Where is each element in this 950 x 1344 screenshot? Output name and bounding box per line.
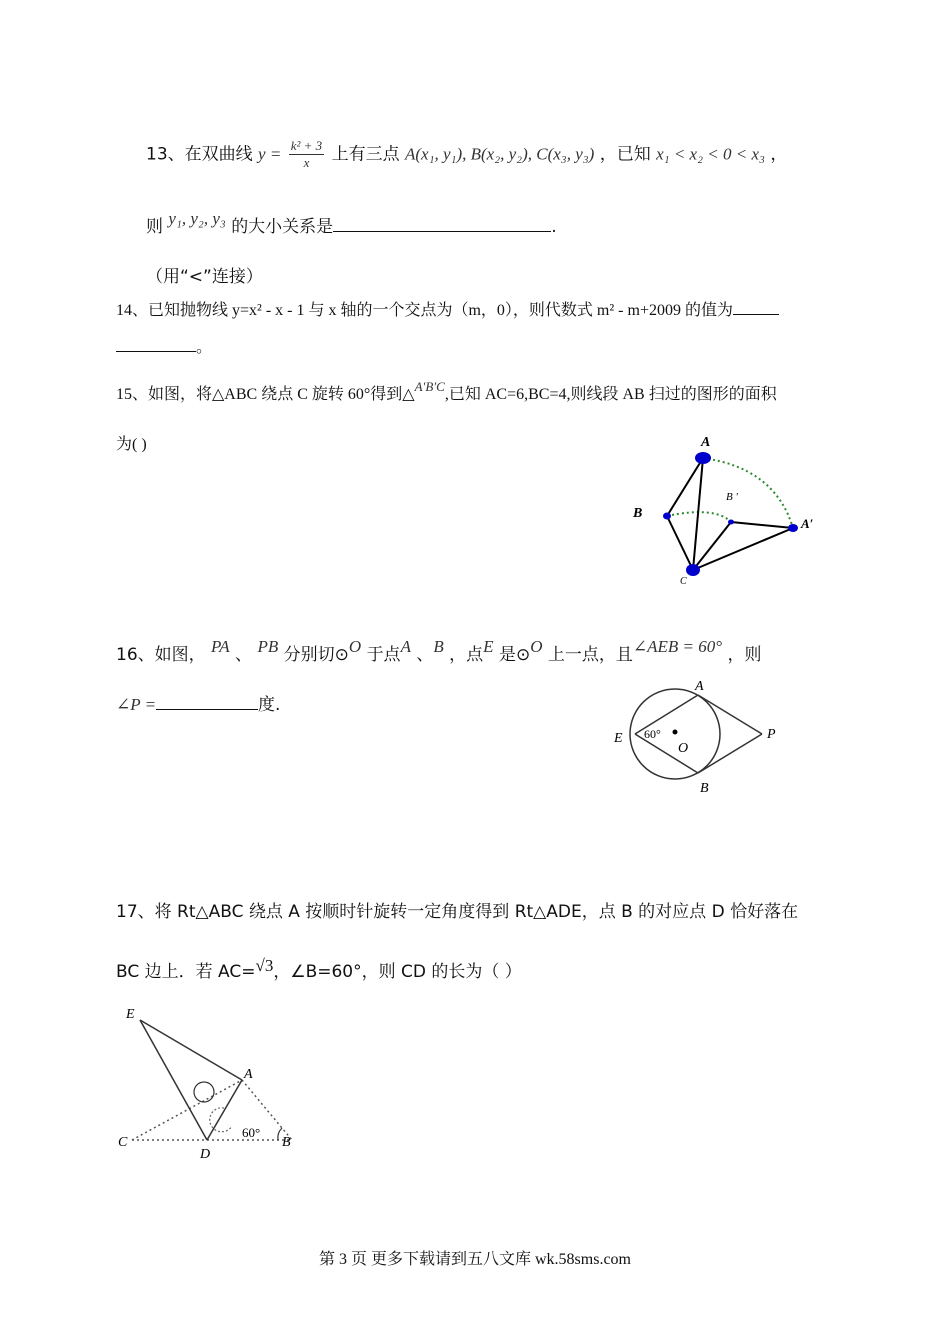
q13-frac-den: x <box>303 155 310 170</box>
q13-line2-text: 的大小关系是 <box>231 217 334 237</box>
q13-line2-end: . <box>551 217 557 237</box>
q17-label-c: C <box>118 1135 128 1150</box>
q13-vars: y₁, y₂, y₃ <box>168 209 226 228</box>
q15-label-ap: A′ <box>801 516 814 531</box>
q17-label-angle: 60° <box>242 1125 261 1140</box>
q13-frac-num: k² + 3 <box>290 138 323 153</box>
q15-seg-bc <box>667 516 693 570</box>
q15-seg-apc <box>693 528 793 570</box>
q16-label-a: A <box>695 679 704 694</box>
q15-point-b <box>663 513 671 520</box>
q16-answer-blank <box>156 695 258 710</box>
q15-point-c <box>686 564 700 576</box>
q14-text: 14、已知抛物线 y=x² - x - 1 与 x 轴的一个交点为（m，0），则代数式 m² - m+2009 的值为 <box>116 302 733 319</box>
q13-condition: x₁ < x₂ < 0 < x₃ <box>656 144 765 164</box>
q17-line2-a: BC 边上．若 AC= <box>116 962 256 982</box>
q13-comma: ， <box>770 144 788 165</box>
q13-line1 <box>146 138 787 171</box>
q13-points: A(x₁, y₁), B(x₂, y₂), C(x₃, y₃) <box>405 144 595 164</box>
q16-seg-ap <box>698 695 762 734</box>
q13-eq-y: y = <box>258 144 282 164</box>
q13-line2-prefix: 则 <box>146 217 163 237</box>
q16-text4: ，点 <box>449 645 484 665</box>
q15-label-bp: B ′ <box>726 491 738 503</box>
q16-o2: O <box>530 637 543 656</box>
q17-seg-ca <box>132 1080 242 1140</box>
q17-line2 <box>116 957 522 982</box>
q16-line2-prefix: ∠P = <box>116 695 157 714</box>
q16-text2: 分别切⊙ <box>283 645 349 665</box>
q13-text1: 上有三点 <box>331 144 400 165</box>
q16-label-angle: 60° <box>644 727 661 741</box>
q15-label-b: B <box>633 506 643 521</box>
q16-e: E <box>483 637 494 656</box>
q14-line1 <box>116 297 779 320</box>
q15-point-a <box>695 452 711 464</box>
q13-note: （用“<”连接） <box>146 267 263 287</box>
q16-seg-bp <box>698 734 762 773</box>
q17-figure <box>112 1000 312 1170</box>
q15-text1: 15、如图，将△ABC 绕点 C 旋转 60°得到△ <box>116 386 415 403</box>
q15-figure <box>625 428 825 588</box>
q15-label-c: C <box>680 576 687 587</box>
q14-end: 。 <box>196 339 213 356</box>
q16-b: B <box>433 637 444 656</box>
q16-line2-end: 度. <box>258 695 281 715</box>
q16-a: A <box>400 637 411 656</box>
q16-label-e: E <box>614 731 623 746</box>
q17-angle-mark-e <box>194 1082 214 1102</box>
q16-sep2: 、 <box>416 645 434 665</box>
q15-line1 <box>116 381 777 404</box>
q16-sep: 、 <box>235 645 253 665</box>
q14-line2 <box>116 334 212 357</box>
q17-label-a: A <box>244 1067 253 1082</box>
q15-line2: 为( ) <box>116 436 147 453</box>
q15-point-bp <box>728 520 734 525</box>
q15-seg-ac <box>693 458 703 570</box>
q13-text2: ，已知 <box>599 144 651 165</box>
q16-text1: 16、如图， <box>116 645 206 665</box>
q15-arc-a <box>703 458 793 528</box>
q14-answer-blank-1 <box>733 300 779 315</box>
q16-text7: ，则 <box>727 645 762 665</box>
q17-line1: 17、将 Rt△ABC 绕点 A 按顺时针旋转一定角度得到 Rt△ADE，点 B 的对应点 D 恰好落在 <box>116 902 799 922</box>
q17-seg-ea <box>140 1020 242 1080</box>
q13-fraction <box>289 138 324 171</box>
q16-figure <box>610 672 790 798</box>
q16-text6: 上一点，且 <box>547 645 633 665</box>
q16-label-p: P <box>767 727 776 742</box>
q13-number: 13、在双曲线 <box>146 144 253 165</box>
q17-label-d: D <box>200 1147 211 1162</box>
q17-line2-b: ，∠B=60°，则 CD 的长为（ ） <box>273 962 522 982</box>
q16-angle: ∠AEB = 60° <box>632 637 723 656</box>
page-footer: 第 3 页 更多下载请到五八文库 wk.58sms.com <box>318 1251 631 1268</box>
q13-answer-blank <box>333 217 551 232</box>
q16-o: O <box>348 637 362 656</box>
q13-line2 <box>146 209 557 237</box>
q16-pb: PB <box>257 637 279 656</box>
q15-label-a: A <box>701 435 711 450</box>
q17-seg-ed <box>140 1020 207 1140</box>
q16-line1 <box>116 637 762 665</box>
q17-sqrt: √3 <box>255 956 274 975</box>
q16-text3: 于点 <box>366 645 401 665</box>
q16-label-b: B <box>700 781 709 796</box>
q17-label-e: E <box>126 1007 135 1022</box>
q14-answer-blank-2 <box>116 337 196 352</box>
q16-pa: PA <box>211 637 230 656</box>
q16-center <box>673 730 678 735</box>
q15-point-ap <box>788 524 798 532</box>
q15-seg-bpap <box>731 522 793 528</box>
q15-text2: ,已知 AC=6,BC=4,则线段 AB 扫过的图形的面积 <box>444 386 777 403</box>
q16-label-o: O <box>678 741 689 756</box>
q16-line2 <box>116 690 280 715</box>
q16-text5: 是⊙ <box>498 645 531 665</box>
q15-prime-label: A′B′C <box>414 379 445 394</box>
q17-label-b: B <box>282 1135 291 1150</box>
